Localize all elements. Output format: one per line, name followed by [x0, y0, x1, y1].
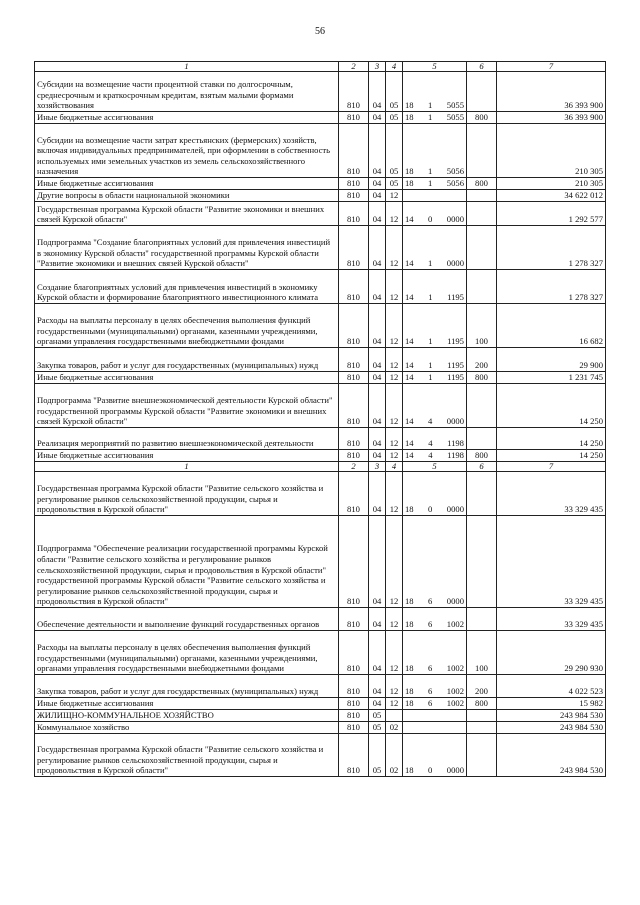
subsection-code: 12 [386, 226, 403, 270]
expense-type-code [467, 202, 497, 226]
expense-type-code [467, 472, 497, 516]
subsection-code: 12 [386, 372, 403, 384]
program-code-part: 6 [428, 663, 433, 674]
program-code-part: 1 [428, 292, 433, 303]
item-name: Обеспечение деятельности и выполнение функций государственных органов [35, 608, 339, 631]
target-article-code [403, 428, 467, 450]
program-code-part: 1002 [446, 698, 464, 709]
amount: 33 329 435 [497, 516, 606, 608]
item-name: Субсидии на возмещение части процентной ставки по долгосрочным, среднесрочным и краткосрочным кредитам, взятым малыми формами хозяйствования [35, 72, 339, 112]
table-row [35, 304, 606, 348]
budget-table [34, 61, 606, 777]
section-code: 04 [369, 372, 386, 384]
header-row [35, 462, 606, 472]
program-code-part: 18 [405, 112, 414, 123]
grbs-code: 810 [339, 348, 369, 372]
table-row [35, 72, 606, 112]
target-article-code [403, 631, 467, 675]
section-code: 05 [369, 710, 386, 722]
item-name: Субсидии на возмещение части затрат крестьянских (фермерских) хозяйств, включая индивидуальных предпринимателей, при оформлении в собственность используемых ими земельных участков из земель сельскохозяйственного назначения [35, 124, 339, 178]
table-row [35, 698, 606, 710]
expense-type-code: 800 [467, 450, 497, 462]
amount: 14 250 [497, 450, 606, 462]
grbs-code: 810 [339, 112, 369, 124]
section-code: 04 [369, 270, 386, 304]
table-row [35, 226, 606, 270]
section-code: 04 [369, 124, 386, 178]
grbs-code: 810 [339, 384, 369, 428]
item-name: Подпрограмма "Развитие внешнеэкономической деятельности Курской области" государственной программы Курской области "Развитие экономики и внешних связей Курской области" [35, 384, 339, 428]
grbs-code: 810 [339, 428, 369, 450]
header-cell: 6 [467, 62, 497, 72]
table-row [35, 270, 606, 304]
program-code-part: 14 [405, 450, 414, 461]
header-cell: 7 [497, 62, 606, 72]
grbs-code: 810 [339, 304, 369, 348]
table-row [35, 190, 606, 202]
section-code: 04 [369, 428, 386, 450]
section-code: 04 [369, 348, 386, 372]
program-code-part: 14 [405, 438, 414, 449]
section-code: 04 [369, 304, 386, 348]
subsection-code: 05 [386, 72, 403, 112]
program-code-part: 5056 [446, 178, 464, 189]
section-code: 04 [369, 190, 386, 202]
program-code-part: 18 [405, 178, 414, 189]
grbs-code: 810 [339, 72, 369, 112]
item-name: Реализация мероприятий по развитию внешнеэкономической деятельности [35, 428, 339, 450]
subsection-code: 12 [386, 698, 403, 710]
table-row [35, 348, 606, 372]
header-cell: 4 [386, 62, 403, 72]
program-code-part: 0000 [446, 214, 464, 225]
target-article-code [403, 112, 467, 124]
program-code-part: 1 [428, 166, 433, 177]
grbs-code: 810 [339, 124, 369, 178]
program-code-part: 4 [428, 416, 433, 427]
program-code-part: 18 [405, 765, 414, 776]
subsection-code: 05 [386, 124, 403, 178]
item-name: Закупка товаров, работ и услуг для государственных (муниципальных) нужд [35, 348, 339, 372]
program-code-part: 18 [405, 619, 414, 630]
item-name: Иные бюджетные ассигнования [35, 698, 339, 710]
grbs-code: 810 [339, 190, 369, 202]
amount: 243 984 530 [497, 722, 606, 734]
header-cell: 4 [386, 462, 403, 472]
program-code-part: 18 [405, 100, 414, 111]
grbs-code: 810 [339, 631, 369, 675]
subsection-code: 12 [386, 608, 403, 631]
subsection-code [386, 710, 403, 722]
expense-type-code: 100 [467, 304, 497, 348]
section-code: 04 [369, 72, 386, 112]
item-name: Расходы на выплаты персоналу в целях обеспечения выполнения функций государственными (муниципальными) органами, казенными учреждениями, органами управления государственными внебюджетными фондами [35, 631, 339, 675]
target-article-code [403, 722, 467, 734]
program-code-part: 1 [428, 360, 433, 371]
program-code-part: 0 [428, 504, 433, 515]
amount: 29 900 [497, 348, 606, 372]
program-code-part: 1195 [447, 360, 464, 371]
program-code-part: 14 [405, 360, 414, 371]
program-code-part: 14 [405, 258, 414, 269]
table-row [35, 675, 606, 698]
expense-type-code [467, 428, 497, 450]
item-name: Подпрограмма "Создание благоприятных условий для привлечения инвестиций в экономику Курской области" государственной программы Курской области "Развитие экономики и внешних связей Курской области" [35, 226, 339, 270]
target-article-code [403, 226, 467, 270]
section-code: 04 [369, 472, 386, 516]
program-code-part: 6 [428, 686, 433, 697]
table-row [35, 516, 606, 608]
subsection-code: 12 [386, 516, 403, 608]
section-code: 04 [369, 384, 386, 428]
amount: 1 278 327 [497, 270, 606, 304]
program-code-part: 4 [428, 438, 433, 449]
grbs-code: 810 [339, 608, 369, 631]
program-code-part: 1198 [447, 438, 464, 449]
section-code: 05 [369, 734, 386, 777]
target-article-code [403, 372, 467, 384]
section-code: 04 [369, 112, 386, 124]
amount: 29 290 930 [497, 631, 606, 675]
item-name: Государственная программа Курской области "Развитие сельского хозяйства и регулирование рынков сельскохозяйственной продукции, сырья и продовольствия в Курской области" [35, 472, 339, 516]
item-name: Иные бюджетные ассигнования [35, 112, 339, 124]
expense-type-code [467, 722, 497, 734]
section-code: 04 [369, 698, 386, 710]
program-code-part: 0 [428, 765, 433, 776]
program-code-part: 1195 [447, 292, 464, 303]
grbs-code: 810 [339, 710, 369, 722]
amount: 14 250 [497, 384, 606, 428]
program-code-part: 1 [428, 100, 433, 111]
section-code: 04 [369, 202, 386, 226]
target-article-code [403, 710, 467, 722]
subsection-code: 12 [386, 450, 403, 462]
program-code-part: 6 [428, 698, 433, 709]
table-row [35, 428, 606, 450]
header-cell: 1 [35, 462, 339, 472]
subsection-code: 12 [386, 348, 403, 372]
program-code-part: 18 [405, 698, 414, 709]
target-article-code [403, 190, 467, 202]
item-name: Другие вопросы в области национальной экономики [35, 190, 339, 202]
expense-type-code [467, 72, 497, 112]
page-number: 56 [315, 26, 325, 37]
expense-type-code: 200 [467, 348, 497, 372]
item-name: Государственная программа Курской области "Развитие сельского хозяйства и регулирование рынков сельскохозяйственной продукции, сырья и продовольствия в Курской области" [35, 734, 339, 777]
program-code-part: 14 [405, 416, 414, 427]
section-code: 04 [369, 450, 386, 462]
target-article-code [403, 348, 467, 372]
program-code-part: 18 [405, 504, 414, 515]
program-code-part: 1 [428, 258, 433, 269]
subsection-code: 12 [386, 384, 403, 428]
header-cell: 5 [403, 62, 467, 72]
amount: 1 231 745 [497, 372, 606, 384]
amount: 14 250 [497, 428, 606, 450]
program-code-part: 14 [405, 292, 414, 303]
expense-type-code: 100 [467, 631, 497, 675]
grbs-code: 810 [339, 372, 369, 384]
grbs-code: 810 [339, 698, 369, 710]
grbs-code: 810 [339, 202, 369, 226]
expense-type-code [467, 710, 497, 722]
section-code: 04 [369, 178, 386, 190]
amount: 33 329 435 [497, 608, 606, 631]
expense-type-code: 200 [467, 675, 497, 698]
program-code-part: 6 [428, 619, 433, 630]
expense-type-code [467, 516, 497, 608]
target-article-code [403, 698, 467, 710]
item-name: Государственная программа Курской области "Развитие экономики и внешних связей Курской области" [35, 202, 339, 226]
expense-type-code [467, 190, 497, 202]
target-article-code [403, 270, 467, 304]
program-code-part: 6 [428, 596, 433, 607]
grbs-code: 810 [339, 722, 369, 734]
section-code: 04 [369, 675, 386, 698]
header-cell: 1 [35, 62, 339, 72]
program-code-part: 14 [405, 372, 414, 383]
header-cell: 2 [339, 62, 369, 72]
program-code-part: 1198 [447, 450, 464, 461]
subsection-code: 12 [386, 631, 403, 675]
program-code-part: 14 [405, 336, 414, 347]
table-row [35, 450, 606, 462]
amount: 243 984 530 [497, 734, 606, 777]
grbs-code: 810 [339, 675, 369, 698]
section-code: 05 [369, 722, 386, 734]
target-article-code [403, 450, 467, 462]
program-code-part: 1 [428, 112, 433, 123]
header-row [35, 62, 606, 72]
item-name: Подпрограмма "Обеспечение реализации государственной программы Курской области "Развитие сельского хозяйства и регулирование рынков сельскохозяйственной продукции, сырья и продовольствия в Курской области" государственной программы Курской области "Развитие сельского хозяйства и регулирование рынков сельскохозяйственной продукции, сырья и продовольствия в Курской области" [35, 516, 339, 608]
expense-type-code [467, 734, 497, 777]
program-code-part: 1195 [447, 372, 464, 383]
subsection-code: 12 [386, 202, 403, 226]
program-code-part: 1195 [447, 336, 464, 347]
amount: 36 393 900 [497, 72, 606, 112]
item-name: Иные бюджетные ассигнования [35, 372, 339, 384]
program-code-part: 18 [405, 596, 414, 607]
expense-type-code [467, 226, 497, 270]
table-row [35, 178, 606, 190]
program-code-part: 18 [405, 166, 414, 177]
subsection-code: 02 [386, 722, 403, 734]
expense-type-code [467, 124, 497, 178]
expense-type-code [467, 384, 497, 428]
amount: 1 292 577 [497, 202, 606, 226]
program-code-part: 14 [405, 214, 414, 225]
table-body [35, 62, 606, 777]
program-code-part: 0000 [446, 258, 464, 269]
target-article-code [403, 734, 467, 777]
table-row [35, 202, 606, 226]
program-code-part: 0000 [446, 504, 464, 515]
item-name: Иные бюджетные ассигнования [35, 178, 339, 190]
program-code-part: 1002 [446, 663, 464, 674]
expense-type-code: 800 [467, 698, 497, 710]
grbs-code: 810 [339, 270, 369, 304]
table-row [35, 372, 606, 384]
program-code-part: 5055 [446, 100, 464, 111]
table-row [35, 472, 606, 516]
subsection-code: 12 [386, 428, 403, 450]
program-code-part: 18 [405, 663, 414, 674]
expense-type-code [467, 270, 497, 304]
amount: 243 984 530 [497, 710, 606, 722]
header-cell: 7 [497, 462, 606, 472]
table-row [35, 631, 606, 675]
grbs-code: 810 [339, 450, 369, 462]
subsection-code: 12 [386, 190, 403, 202]
table-row [35, 608, 606, 631]
program-code-part: 1 [428, 336, 433, 347]
grbs-code: 810 [339, 734, 369, 777]
table-row [35, 734, 606, 777]
table-row [35, 384, 606, 428]
target-article-code [403, 472, 467, 516]
target-article-code [403, 124, 467, 178]
subsection-code: 12 [386, 270, 403, 304]
item-name: Расходы на выплаты персоналу в целях обеспечения выполнения функций государственными (муниципальными) органами, казенными учреждениями, органами управления государственными внебюджетными фондами [35, 304, 339, 348]
program-code-part: 1002 [446, 619, 464, 630]
subsection-code: 12 [386, 472, 403, 516]
program-code-part: 5055 [446, 112, 464, 123]
amount: 210 305 [497, 124, 606, 178]
table-row [35, 112, 606, 124]
subsection-code: 05 [386, 178, 403, 190]
table-row [35, 710, 606, 722]
grbs-code: 810 [339, 178, 369, 190]
amount: 1 278 327 [497, 226, 606, 270]
grbs-code: 810 [339, 516, 369, 608]
amount: 33 329 435 [497, 472, 606, 516]
program-code-part: 1 [428, 372, 433, 383]
subsection-code: 02 [386, 734, 403, 777]
table-row [35, 124, 606, 178]
target-article-code [403, 304, 467, 348]
amount: 34 622 012 [497, 190, 606, 202]
target-article-code [403, 202, 467, 226]
header-cell: 6 [467, 462, 497, 472]
program-code-part: 0000 [446, 596, 464, 607]
subsection-code: 05 [386, 112, 403, 124]
item-name: Закупка товаров, работ и услуг для государственных (муниципальных) нужд [35, 675, 339, 698]
section-code: 04 [369, 226, 386, 270]
header-cell: 5 [403, 462, 467, 472]
amount: 36 393 900 [497, 112, 606, 124]
amount: 210 305 [497, 178, 606, 190]
program-code-part: 0000 [446, 765, 464, 776]
section-code: 04 [369, 631, 386, 675]
target-article-code [403, 72, 467, 112]
grbs-code: 810 [339, 472, 369, 516]
expense-type-code: 800 [467, 112, 497, 124]
item-name: Иные бюджетные ассигнования [35, 450, 339, 462]
target-article-code [403, 178, 467, 190]
item-name: Создание благоприятных условий для привлечения инвестиций в экономику Курской области и формирование благоприятного инвестиционного климата [35, 270, 339, 304]
program-code-part: 4 [428, 450, 433, 461]
expense-type-code [467, 608, 497, 631]
program-code-part: 5056 [446, 166, 464, 177]
target-article-code [403, 384, 467, 428]
header-cell: 3 [369, 462, 386, 472]
program-code-part: 1002 [446, 686, 464, 697]
target-article-code [403, 516, 467, 608]
program-code-part: 1 [428, 178, 433, 189]
item-name: Коммунальное хозяйство [35, 722, 339, 734]
section-code: 04 [369, 608, 386, 631]
program-code-part: 0 [428, 214, 433, 225]
header-cell: 3 [369, 62, 386, 72]
expense-type-code: 800 [467, 178, 497, 190]
program-code-part: 0000 [446, 416, 464, 427]
target-article-code [403, 608, 467, 631]
amount: 15 982 [497, 698, 606, 710]
table-row [35, 722, 606, 734]
amount: 16 682 [497, 304, 606, 348]
item-name: ЖИЛИЩНО-КОММУНАЛЬНОЕ ХОЗЯЙСТВО [35, 710, 339, 722]
header-cell: 2 [339, 462, 369, 472]
expense-type-code: 800 [467, 372, 497, 384]
subsection-code: 12 [386, 304, 403, 348]
amount: 4 022 523 [497, 675, 606, 698]
target-article-code [403, 675, 467, 698]
program-code-part: 18 [405, 686, 414, 697]
grbs-code: 810 [339, 226, 369, 270]
section-code: 04 [369, 516, 386, 608]
subsection-code: 12 [386, 675, 403, 698]
